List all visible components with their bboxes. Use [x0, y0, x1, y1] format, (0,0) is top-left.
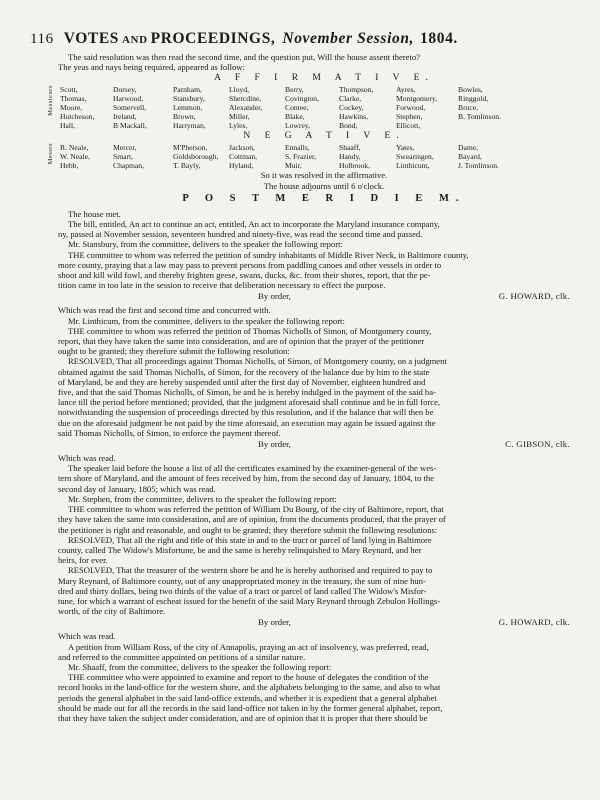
voter-name: Dame, [458, 143, 479, 153]
vote-column [339, 143, 396, 170]
text-line: THE committee to whom was referred the petition of William Du Bourg, of the city of Baltimore, report, that [68, 504, 444, 515]
text-line: the petitioner is right and reasonable, and ought to be granted; they therefore submit the following resolutions: [58, 524, 438, 535]
text-line: obtained against the said Thomas Nicholls, of Simon, for the recovery of the balance due by him to the state [58, 366, 430, 377]
intro-line: The said resolution was then read the second time, and the question put, Will the house assent thereto? [68, 52, 420, 62]
text-line: report, that they have taken the same into consideration, and are of opinion that the prayer of the petitioner [58, 336, 425, 347]
intro-line: The yeas and nays being required, appeared as follow: [58, 62, 245, 73]
text-line: Which was read. [58, 631, 116, 642]
text-line: ought to be granted; they therefore submit the following resolution: [58, 346, 290, 357]
page-header [30, 30, 590, 50]
text-line: worth, of the city of Baltimore. [58, 606, 166, 617]
text-line: heirs, for ever. [58, 555, 108, 566]
voter-name: Bruce, [458, 103, 479, 113]
voter-name: Parnham, [173, 85, 202, 95]
vote-column [285, 143, 339, 170]
voter-name: Hall, [60, 121, 75, 131]
text-line: The house met. [68, 208, 121, 219]
voter-name: Lowrey, [285, 121, 311, 131]
voter-name: Brown, [173, 112, 196, 122]
text-line: The bill, entitled, An act to continue an act, entitled, An act to incorporate the Maryland insurance company, [68, 219, 440, 230]
voter-name: B Mackall, [113, 121, 147, 131]
text-line: and referred to the committee appointed on petitions of a similar nature. [58, 651, 306, 662]
voter-name: Alexander, [229, 103, 263, 113]
voter-name: S. Frazier, [285, 152, 317, 162]
voter-name: Swearingen, [396, 152, 434, 162]
voter-name: Lloyd, [229, 85, 250, 95]
voter-name: Ennalls, [285, 143, 310, 153]
affirmative-vote-list [47, 85, 590, 131]
text-line: RESOLVED, That all proceedings against Thomas Nicholls, of Simon, of Montgomery county, on a judgment [68, 356, 447, 367]
text-line: of Maryland, be and they are hereby suspended until after the first day of November, eighteen hundred and [58, 376, 426, 387]
voter-name: Somervell, [113, 103, 147, 113]
by-order: By order, [258, 291, 291, 302]
header-title-and: AND [122, 34, 148, 46]
voter-name: Smart, [113, 152, 134, 162]
voter-name: Stansbury, [173, 94, 205, 104]
text-line: five, and that the said Thomas Nicholls, of Simon, be and he is hereby indulged in the payment of the said ba- [58, 387, 436, 398]
text-line: lance till the period before mentioned; provided, that the judgment aforesaid shall continue and be in full force, [58, 397, 441, 408]
text-line: more county, praying that a law may pass to prevent persons from paddling canoes and other vessels in order to [58, 259, 442, 270]
text-line: should be made out for all the records in the said land-office not taken in by the former general alphabet, report, [58, 702, 443, 713]
text-line: due on the aforesaid judgment be not paid by the time aforesaid, an execution may again be issued against the [58, 417, 436, 428]
voter-name: Ayres, [396, 85, 416, 95]
voter-name: Clarke, [339, 94, 362, 104]
text-line: dred and thirty dollars, being two thirds of the value of a tract or parcel of land called The Widow's Misfor- [58, 585, 427, 596]
voter-name: Harwood, [113, 94, 144, 104]
vote-column [60, 85, 113, 130]
voter-name: Montgomery, [396, 94, 438, 104]
vote-column [396, 143, 458, 170]
text-line: THE committee who were appointed to examine and report to the house of delegates the condition of the [68, 672, 429, 683]
text-line: notwithstanding the suspension of proceedings directed by this resolution, and if the balance that will then be [58, 407, 434, 418]
voter-name: R. Neale, [60, 143, 89, 153]
text-line: tition came in too late in the session to receive that deliberation necessary to effect the purpose. [58, 280, 386, 291]
vote-column [339, 85, 396, 130]
text-line: The speaker laid before the house a list of all the certificates examined by the examiner-general of the wes- [68, 463, 437, 474]
vote-column [113, 143, 173, 170]
voter-name: Forwood, [396, 103, 426, 113]
vote-column [396, 85, 458, 130]
text-line: RESOLVED, That the treasurer of the western shore be and he is hereby authorised and required to pay to [68, 565, 433, 576]
vote-column [229, 85, 285, 130]
voter-name: Ireland, [113, 112, 137, 122]
voter-name: Blake, [285, 112, 305, 122]
signature-block [58, 291, 590, 302]
affirmative-side-label: Messieurs [47, 85, 54, 117]
text-line: tern shore of Maryland, and the amount of fees received by him, from the second day of January, 1804, to the [58, 473, 435, 484]
voter-name: W. Neale, [60, 152, 90, 162]
voter-name: Holbrook, [339, 161, 371, 171]
voter-name: J. Tomlinson. [458, 161, 499, 171]
page-number: 116 [30, 31, 54, 47]
clerk-name: G. HOWARD, clk. [498, 291, 570, 302]
signature-block [58, 617, 590, 628]
voter-name: Miller, [229, 112, 250, 122]
header-title-votes: VOTES [63, 30, 119, 47]
post-meridiem-heading: P O S T M E R I D I E M. [182, 192, 466, 204]
text-line: that they have taken the subject under consideration, and are of opinion that it is proper that there should be [58, 712, 428, 723]
voter-name: Cockey, [339, 103, 364, 113]
voter-name: Shercdine, [229, 94, 262, 104]
vote-column [113, 85, 173, 130]
voter-name: Stephen, [396, 112, 423, 122]
text-line: Mr. Stansbury, from the committee, delivers to the speaker the following report: [68, 239, 343, 250]
voter-name: Hyland, [229, 161, 254, 171]
voter-name: Bowles, [458, 85, 483, 95]
voter-name: Covington, [285, 94, 319, 104]
vote-column [60, 143, 113, 170]
voter-name: Bayard, [458, 152, 482, 162]
text-line: Mr. Stephen, from the committee, delivers to the speaker the following report: [68, 493, 337, 504]
resolution-result: So it was resolved in the affirmative. [260, 170, 388, 181]
text-line: tune, for which a warrant of escheat issued for the benefit of the said Mary Reynard through Zebulon Hollings- [58, 595, 441, 606]
voter-name: Goldsborough, [173, 152, 219, 162]
voter-name: Cottman, [229, 152, 258, 162]
voter-name: Thomas, [60, 94, 87, 104]
voter-name: T. Bayly, [173, 161, 201, 171]
voter-name: Lemmon, [173, 103, 203, 113]
voter-name: Dorsey, [113, 85, 137, 95]
text-line: record books in the land-office for the western shore, and the alphabets belonging to the same, and also to what [58, 682, 441, 693]
voter-name: Handy, [339, 152, 361, 162]
text-line: second day of January, 1805; which was read. [58, 483, 216, 494]
text-line: THE committee to whom was referred the petition of sundry inhabitants of Middle River Neck, in Baltimore county, [68, 249, 469, 260]
voter-name: Harryman, [173, 121, 206, 131]
voter-name: Berry, [285, 85, 304, 95]
vote-column [173, 143, 229, 170]
by-order: By order, [258, 439, 291, 450]
by-order: By order, [258, 617, 291, 628]
clerk-name: C. GIBSON, clk. [505, 439, 570, 450]
vote-column [458, 143, 518, 170]
text-line: RESOLVED, That all the right and title of this state in and to the tract or parcel of land lying in Baltimore [68, 534, 432, 545]
negative-side-label: Messrs [47, 143, 54, 165]
text-line: Mary Reynard, of Baltimore county, out of any unappropriated money in the treasury, the sum of nine hun- [58, 575, 426, 586]
voter-name: Lyles, [229, 121, 248, 131]
voter-name: Ringgold, [458, 94, 489, 104]
voter-name: Hawkins, [339, 112, 368, 122]
voter-name: Shaaff, [339, 143, 361, 153]
voter-name: Jackson, [229, 143, 255, 153]
text-line: county, called The Widow's Misfortune, be and the same is hereby relinquished to Mary Reynard, and her [58, 544, 422, 555]
voter-name: Moore, [60, 103, 83, 113]
vote-column [229, 143, 285, 170]
text-line: ny, passed at November session, seventeen hundred and ninety-five, was read the second time and passed. [58, 229, 423, 240]
text-line: Mr. Linthicum, from the committee, delivers to the speaker the following report: [68, 315, 345, 326]
header-year: 1804. [420, 30, 458, 47]
voter-name: Linthicum, [396, 161, 430, 171]
voter-name: Chapman, [113, 161, 145, 171]
text-line: Which was read. [58, 453, 116, 464]
voter-name: B. Tomlinson. [458, 112, 501, 122]
text-line: THE committee to whom was referred the petition of Thomas Nicholls of Simon, of Montgomery county, [68, 325, 432, 336]
clerk-name: G. HOWARD, clk. [498, 617, 570, 628]
text-line: Which was read the first and second time and concurred with. [58, 305, 271, 316]
vote-column [285, 85, 339, 130]
negative-vote-list [47, 143, 590, 171]
voter-name: Yates, [396, 143, 415, 153]
voter-name: Hebb, [60, 161, 79, 171]
voter-name: M'Pherson, [173, 143, 208, 153]
voter-name: Hutcheson, [60, 112, 95, 122]
voter-name: Scott, [60, 85, 78, 95]
text-line: said Thomas Nicholls, of Simon, to enforce the payment thereof. [58, 427, 281, 438]
negative-heading: N E G A T I V E. [243, 131, 405, 142]
voter-name: Mercer, [113, 143, 137, 153]
text-line: Mr. Shaaff, from the committee, delivers to the speaker the following report: [68, 661, 332, 672]
text-line: A petition from William Ross, of the city of Annapolis, praying an act of insolvency, was preferred, read, [68, 641, 429, 652]
text-line: they have taken the same into consideration, and are of opinion, from the documents produced, that the prayer of [58, 514, 446, 525]
text-line: shoot and kill wild fowl, and thereby frighten geese, swans, ducks, &c. from their shores, report, that the pe- [58, 270, 431, 281]
signature-block [58, 439, 590, 450]
voter-name: Thompson, [339, 85, 374, 95]
voter-name: Muir, [285, 161, 302, 171]
affirmative-heading: A F F I R M A T I V E. [214, 73, 434, 84]
vote-column [173, 85, 229, 130]
voter-name: Contee, [285, 103, 309, 113]
text-line: periods the general alphabet in the said land-office extends, and whether it is expedient that a general alphabet [58, 692, 437, 703]
voter-name: Ellicott, [396, 121, 421, 131]
voter-name: Bond, [339, 121, 358, 131]
header-title-proceedings: PROCEEDINGS, [150, 30, 276, 47]
header-session: November Session, [282, 30, 415, 47]
adjournment-line: The house adjourns until 6 o'clock. [263, 180, 385, 191]
vote-column [458, 85, 518, 130]
